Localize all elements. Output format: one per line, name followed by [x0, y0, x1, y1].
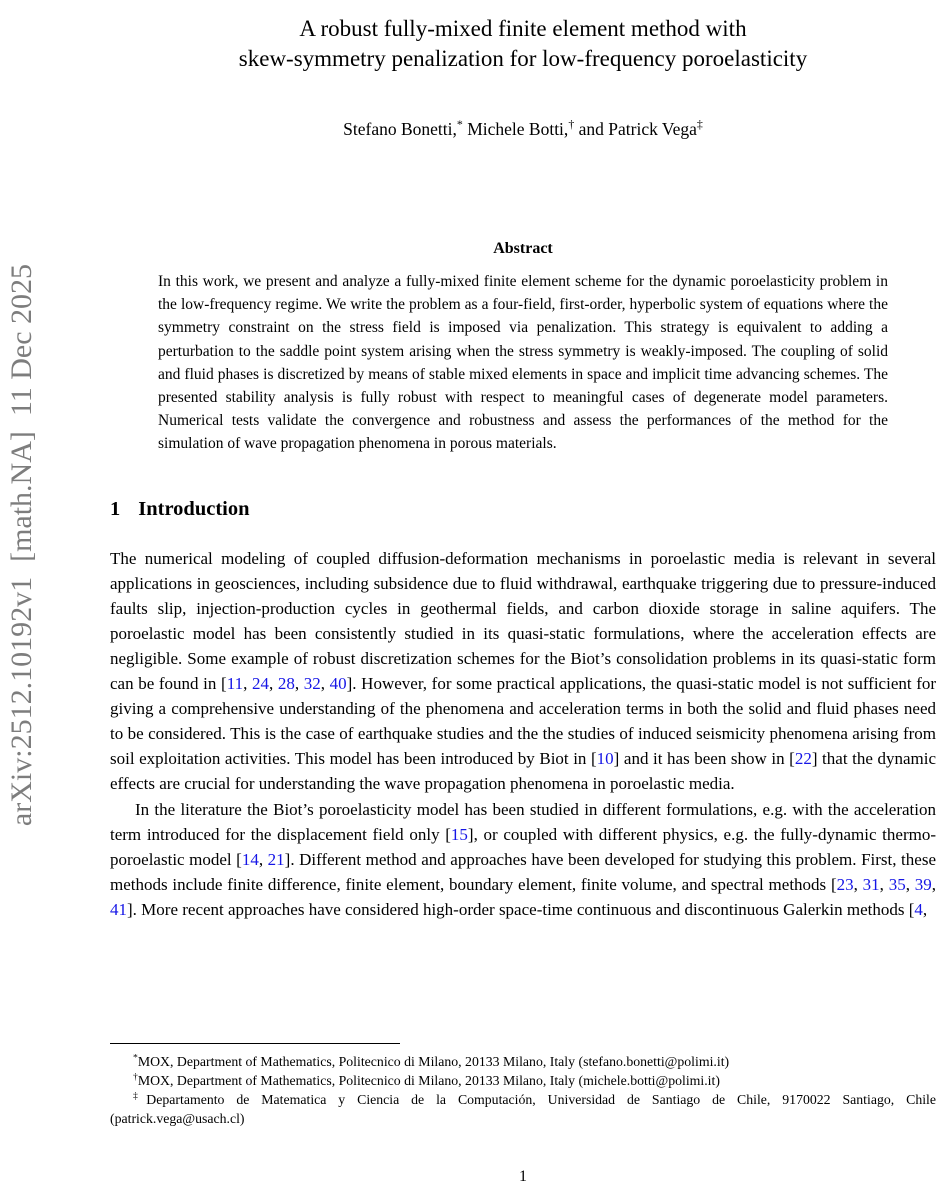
citation-link[interactable]: 11	[226, 674, 244, 694]
title-line-1: A robust fully-mixed finite element method with	[299, 16, 747, 41]
paragraph: The numerical modeling of coupled diffusion-deformation mechanisms in poroelastic media is relevant in several applications in geosciences, including subsidence due to fluid withdrawal, earthquake triggering due to pressure-induced faults slip, injection-production cycles in geothermal fields, and carbon dioxide storage in saline aquifers. The poroelastic model has been consistently studied in its quasi-static formulations, where the acceleration effects are negligible. Some example of robust discretization schemes for the Biot’s consolidation problems in its quasi-static form can be found in [11, 24, 28, 32, 40]. However, for some practical applications, the quasi-static model is not sufficient for giving a comprehensive understanding of the phenomena and acceleration terms in both the solid and fluid phases need to be considered. This is the case of earthquake studies and the the studies of induced seismicity phenomena arising from soil exploitation activities. This model has been introduced by Biot in [10] and it has been show in [22] that the dynamic effects are crucial for understanding the wave propagation phenomena in poroelastic media.	[110, 548, 937, 794]
author: Stefano Bonetti,*	[343, 117, 463, 139]
abstract-text: In this work, we present and analyze a fully-mixed finite element scheme for the dynamic poroelasticity problem in the low-frequency regime. We write the problem as a four-field, first-order, hyperbolic system of equations where the symmetry constraint on the stress field is imposed via penalization. This strategy is equivalent to adding a perturbation to the saddle point system arising when the stress symmetry is weakly-imposed. The coupling of solid and fluid phases is discretized by means of stable mixed elements in space and implicit time advancing schemes. The presented stability analysis is fully robust with respect to meaningful cases of degenerate model parameters. Numerical tests validate the convergence and robustness and assess the performances of the method for the simulation of wave propagation phenomena in porous materials.	[158, 273, 888, 453]
arxiv-watermark: arXiv:2512.10192v1 [math.NA] 11 Dec 2025	[5, 263, 38, 827]
citation-link[interactable]: 28	[277, 674, 295, 694]
author-footnote-mark: ‡	[696, 117, 703, 132]
paper-title	[110, 14, 936, 74]
citation-link[interactable]: 41	[110, 899, 127, 919]
footnote-mark: ‡	[133, 1090, 147, 1102]
section-number: 1	[110, 497, 121, 520]
citation-link[interactable]: 10	[596, 749, 614, 769]
footnote: ‡Departamento de Matematica y Ciencia de la Computación, Universidad de Santiago de Chile, 9170022 Santiago, Chile (patrick.vega@usach.cl)	[110, 1090, 937, 1126]
page-number: 1	[519, 1168, 527, 1185]
citation-link[interactable]: 32	[303, 674, 321, 694]
introduction-body	[110, 546, 936, 922]
footnote: *MOX, Department of Mathematics, Politecnico di Milano, 20133 Milano, Italy (stefano.bonetti@polimi.it)	[133, 1052, 730, 1069]
citation-link[interactable]: 31	[862, 874, 880, 894]
citation-link[interactable]: 40	[329, 674, 347, 694]
citation-link[interactable]: 4	[914, 899, 923, 919]
citation-link[interactable]: 22	[794, 749, 812, 769]
footnote-mark: *	[133, 1052, 138, 1064]
paragraph: In the literature the Biot’s poroelasticity model has been studied in different formulations, e.g. with the acceleration term introduced for the displacement field only [15], or coupled with different physics, e.g. the fully-dynamic thermo-poroelastic model [14, 21]. Different method and approaches have been developed for studying this problem. First, these methods include finite difference, finite element, boundary element, finite volume, and spectral methods [23, 31, 35, 39, 41]. More recent approaches have considered high-order space-time continuous and discontinuous Galerkin methods [4,	[110, 799, 937, 919]
author: and Patrick Vega‡	[578, 117, 703, 139]
citation-link[interactable]: 35	[888, 874, 906, 894]
citation-link[interactable]: 14	[241, 849, 259, 869]
footnotes	[110, 1052, 936, 1128]
footnote-area	[110, 1043, 936, 1128]
author-list	[110, 118, 936, 140]
abstract-heading: Abstract	[493, 240, 553, 257]
author-footnote-mark: †	[568, 117, 575, 132]
footnote-rule	[110, 1043, 400, 1044]
title-line-2: skew-symmetry penalization for low-frequency poroelasticity	[238, 46, 808, 71]
citation-link[interactable]: 39	[914, 874, 932, 894]
author-footnote-mark: *	[456, 117, 463, 132]
abstract-section	[110, 240, 936, 456]
paper-content	[110, 0, 936, 922]
footnote: †MOX, Department of Mathematics, Politecnico di Milano, 20133 Milano, Italy (michele.botti@polimi.it)	[133, 1071, 720, 1088]
section-title: Introduction	[138, 497, 250, 520]
citation-link[interactable]: 24	[251, 674, 269, 694]
citation-link[interactable]: 21	[267, 849, 285, 869]
citation-link[interactable]: 15	[450, 824, 468, 844]
section-heading	[110, 496, 936, 522]
footnote-mark: †	[133, 1071, 138, 1083]
author: Michele Botti,†	[467, 117, 575, 139]
citation-link[interactable]: 23	[836, 874, 854, 894]
